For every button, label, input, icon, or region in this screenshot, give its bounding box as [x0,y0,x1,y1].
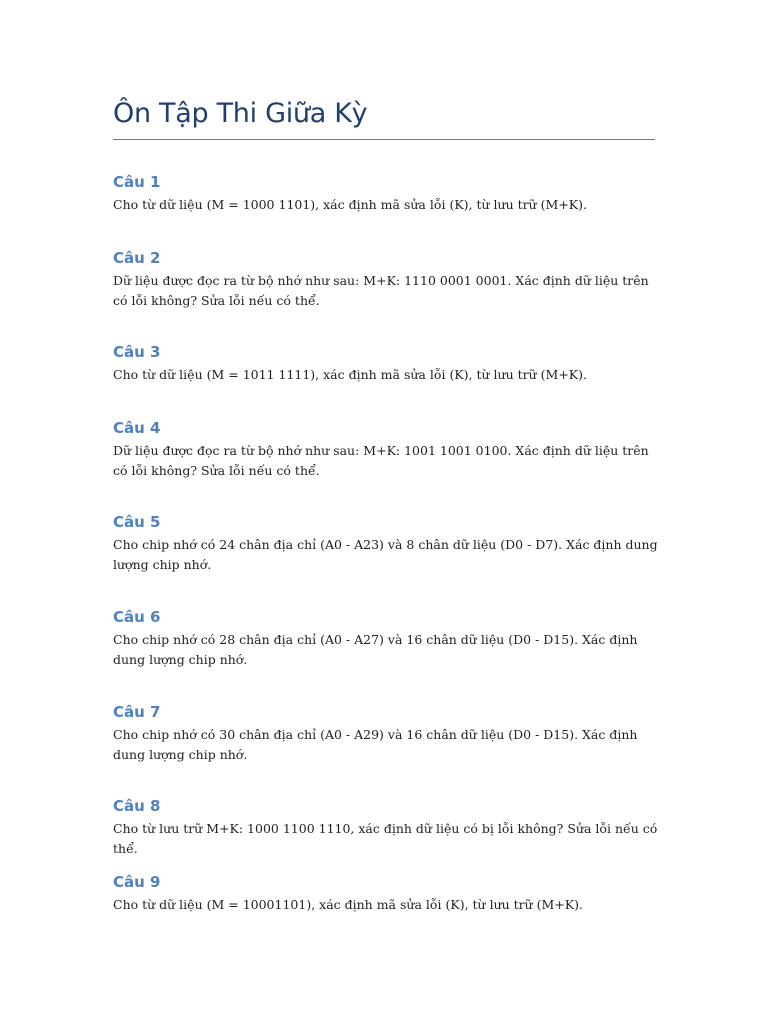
question-4 [113,418,658,481]
question-heading: Câu 6 [113,608,161,626]
question-text: Cho từ dữ liệu (M = 1000 1101), xác định mã sửa lỗi (K), từ lưu trữ (M+K). [113,197,587,212]
question-text: Cho chip nhớ có 30 chân địa chỉ (A0 - A29) và 16 chân dữ liệu (D0 - D15). Xác định dung lượng chip nhớ. [113,727,638,762]
question-heading: Câu 4 [113,419,161,437]
question-7 [113,702,658,765]
title-underline [113,139,655,140]
question-text: Cho chip nhớ có 28 chân địa chỉ (A0 - A27) và 16 chân dữ liệu (D0 - D15). Xác định dung lượng chip nhớ. [113,632,638,667]
question-text: Cho từ dữ liệu (M = 10001101), xác định mã sửa lỗi (K), từ lưu trữ (M+K). [113,897,584,912]
question-5 [113,512,658,575]
question-8 [113,796,658,859]
question-text: Cho từ dữ liệu (M = 1011 1111), xác định mã sửa lỗi (K), từ lưu trữ (M+K). [113,367,587,382]
question-text: Dữ liệu được đọc ra từ bộ nhớ như sau: M+K: 1110 0001 0001. Xác định dữ liệu trên có lỗi không? Sửa lỗi nếu có thể. [113,273,649,308]
question-text: Cho từ lưu trữ M+K: 1000 1100 1110, xác định dữ liệu có bị lỗi không? Sửa lỗi nếu có thể. [113,821,658,856]
question-1 [113,172,658,215]
question-heading: Câu 7 [113,703,161,721]
question-6 [113,607,658,670]
question-heading: Câu 3 [113,343,161,361]
question-heading: Câu 8 [113,797,161,815]
question-2 [113,248,658,311]
question-text: Cho chip nhớ có 24 chân địa chỉ (A0 - A23) và 8 chân dữ liệu (D0 - D7). Xác định dung lượng chip nhớ. [113,537,658,572]
question-heading: Câu 5 [113,513,161,531]
question-text: Dữ liệu được đọc ra từ bộ nhớ như sau: M+K: 1001 1001 0100. Xác định dữ liệu trên có lỗi không? Sửa lỗi nếu có thể. [113,443,649,478]
question-3 [113,342,658,385]
question-heading: Câu 1 [113,173,161,191]
question-heading: Câu 2 [113,249,161,267]
question-9 [113,872,658,915]
question-heading: Câu 9 [113,873,161,891]
document-title: Ôn Tập Thi Giữa Kỳ [113,98,368,129]
